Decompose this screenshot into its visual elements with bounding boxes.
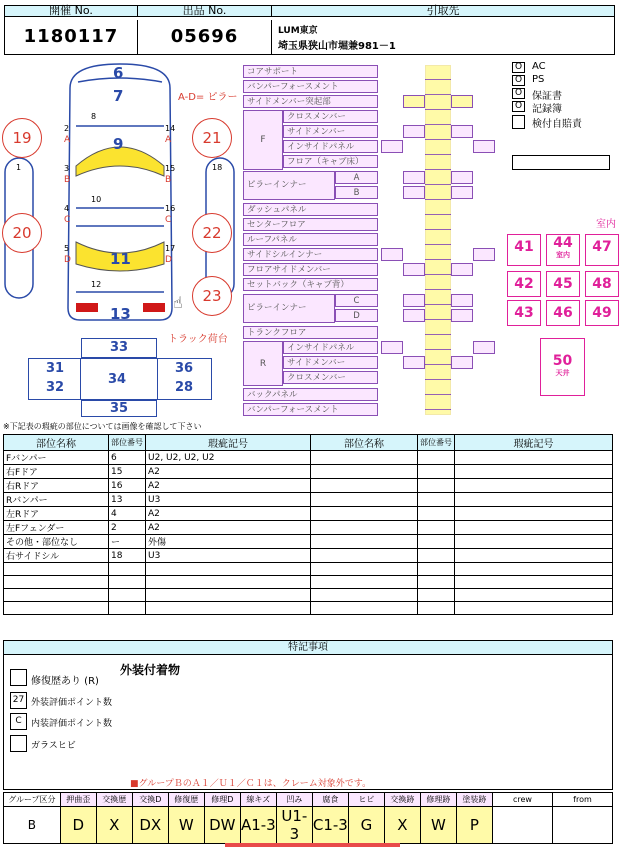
ext-score-box: 27: [10, 692, 27, 709]
group-b-note: ■グループＢのＡ１／Ｕ１／Ｃ１は、クレーム対象外です。: [130, 779, 372, 789]
table-cell: [455, 465, 613, 479]
pnk-cd-2: [451, 294, 473, 307]
circle-22: 22: [192, 213, 232, 253]
table-cell: [109, 576, 146, 589]
pnk-f-2: [451, 125, 473, 138]
red-underline: [225, 843, 400, 847]
check-ps-label: PS: [532, 74, 545, 85]
part-side-sill-inner: サイドシルインナー: [243, 248, 378, 261]
table-cell: 13: [109, 493, 146, 507]
int-46: 46: [546, 300, 580, 326]
int-score-box: C: [10, 713, 27, 730]
repair-label: 修復歴あり (R): [31, 676, 99, 687]
legend-value: [492, 807, 552, 844]
num-5: 5: [64, 244, 70, 253]
legend-value: P: [456, 807, 492, 844]
table-cell: 右Rドア: [4, 479, 109, 493]
num-14: 14: [165, 124, 176, 133]
part-roof-panel: ルーフパネル: [243, 233, 378, 246]
special-box: [3, 640, 613, 790]
col-part-no-2: 部位番号: [418, 435, 455, 451]
table-cell: [311, 451, 418, 465]
part-dash-panel: ダッシュパネル: [243, 203, 378, 216]
legend-value: X: [96, 807, 132, 844]
num-1: 1: [16, 163, 22, 172]
int-44-sub: 室内: [556, 251, 570, 259]
table-cell: [146, 576, 311, 589]
table-cell: [311, 507, 418, 521]
circle-23: 23: [192, 276, 232, 316]
check-ps[interactable]: O: [512, 75, 525, 86]
table-cell: A2: [146, 465, 311, 479]
table-cell: 右Fドア: [4, 465, 109, 479]
auction-no-label: 開催 No.: [5, 5, 138, 17]
table-cell: 15: [109, 465, 146, 479]
glass-label: ガラスヒビ: [31, 741, 76, 751]
part-f-floor-cab: フロア（キャブ床）: [283, 155, 378, 168]
int-50-sub: 天井: [555, 369, 570, 377]
table-cell: [418, 465, 455, 479]
legend-header: from: [552, 793, 612, 807]
circle-20: 20: [2, 213, 42, 253]
col-defect-2: 瑕疵記号: [455, 435, 613, 451]
table-cell: [455, 521, 613, 535]
pnk-ab-3: [403, 186, 425, 199]
pillar-legend: A-D= ピラー: [178, 92, 238, 103]
damage-note: ※下記表の瑕疵の部位については画像を確認して下さい: [3, 422, 202, 431]
part-f-side-member: サイドメンバー: [283, 125, 378, 138]
table-cell: [418, 493, 455, 507]
pnk-sill-2: [473, 248, 495, 261]
table-cell: [418, 521, 455, 535]
table-cell: [146, 589, 311, 602]
legend-header: 交換D: [132, 793, 168, 807]
num-9: 9: [113, 135, 124, 153]
table-cell: [418, 549, 455, 563]
num-7: 7: [113, 87, 124, 105]
part-r-cross-member: クロスメンバー: [283, 371, 378, 384]
table-cell: [455, 479, 613, 493]
part-setback: セットバック（キャブ背）: [243, 278, 378, 291]
pnk-sill-1: [381, 248, 403, 261]
num-15: 15: [165, 164, 176, 173]
truck-33: 33: [81, 338, 157, 358]
legend-header: 押曲歪: [60, 793, 96, 807]
pnk-f-1: [403, 125, 425, 138]
table-cell: 右サイドシル: [4, 549, 109, 563]
legend-value: B: [4, 807, 61, 844]
circle-21: 21: [192, 118, 232, 158]
part-bumper-reinforce-f: バンパーフォースメント: [243, 80, 378, 93]
rear-right-lamp: [143, 303, 165, 312]
truck-bed-label: トラック荷台: [168, 334, 228, 345]
table-cell: 4: [109, 507, 146, 521]
table-cell: [455, 535, 613, 549]
table-cell: [455, 576, 613, 589]
int-score-label: 内装評価ポイント数: [31, 719, 113, 729]
truck-32: 32: [46, 380, 65, 395]
part-center-floor: センターフロア: [243, 218, 378, 231]
special-title: 特記事項: [3, 640, 613, 655]
legend-value: DW: [204, 807, 240, 844]
legend-value: DX: [132, 807, 168, 844]
num-13: 13: [110, 305, 131, 323]
num-18: 18: [212, 163, 223, 172]
num-10: 10: [91, 195, 102, 204]
yel-right-3: [451, 95, 473, 108]
table-cell: [455, 602, 613, 615]
table-row: [4, 549, 613, 563]
hand-pointer-icon: ☝: [173, 293, 183, 312]
table-cell: ー: [109, 535, 146, 549]
col-part-no: 部位番号: [109, 435, 146, 451]
table-cell: 外傷: [146, 535, 311, 549]
int-42: 42: [507, 271, 541, 297]
check-records[interactable]: O: [512, 101, 525, 112]
part-bumper-reinforce-r: バンパーフォースメント: [243, 403, 378, 416]
num-11: 11: [110, 250, 131, 268]
pnk-cd-4: [451, 309, 473, 322]
pnk-r-1: [381, 341, 403, 354]
legend-header: 修復歴: [168, 793, 204, 807]
legend-header: 腐食: [312, 793, 348, 807]
table-cell: [109, 602, 146, 615]
pnk-r-4: [451, 356, 473, 369]
table-cell: [418, 479, 455, 493]
table-cell: [311, 589, 418, 602]
legend-table: [3, 792, 613, 844]
num-8: 8: [91, 112, 97, 121]
table-cell: [4, 576, 109, 589]
circle-19: 19: [2, 118, 42, 158]
table-cell: [4, 602, 109, 615]
body-col-divider: [425, 65, 451, 415]
col-part-name-2: 部位名称: [311, 435, 418, 451]
table-cell: [455, 451, 613, 465]
pillar-inner-ab: ピラーインナー: [243, 171, 335, 200]
repair-checkbox[interactable]: [10, 669, 27, 686]
part-floor-side-member: フロアサイドメンバー: [243, 263, 378, 276]
table-cell: [455, 589, 613, 602]
table-cell: [418, 535, 455, 549]
table-cell: [418, 576, 455, 589]
table-cell: A2: [146, 521, 311, 535]
table-cell: 左Fフェンダー: [4, 521, 109, 535]
part-pillar-d: D: [335, 309, 378, 322]
glass-checkbox[interactable]: [10, 735, 27, 752]
lot-no-label: 出品 No.: [138, 5, 272, 17]
legend-header: 線キズ: [240, 793, 276, 807]
table-cell: 2: [109, 521, 146, 535]
group-f: F: [243, 110, 283, 170]
pillar-c-left: C: [64, 215, 71, 225]
table-cell: [418, 602, 455, 615]
legend-header: 凹み: [276, 793, 312, 807]
pnk-ab-4: [451, 186, 473, 199]
auction-no-value: 1180117: [5, 20, 138, 54]
table-cell: [311, 535, 418, 549]
legend-value: U1-3: [276, 807, 312, 844]
check-inspection-label: 検付自賠責: [532, 119, 582, 130]
legend-header: 交換跡: [384, 793, 420, 807]
checklist: [512, 62, 622, 142]
table-cell: [311, 563, 418, 576]
num-16: 16: [165, 204, 176, 213]
truck-36: 36: [175, 361, 194, 376]
truck-34: 34: [108, 372, 127, 387]
table-row: [4, 507, 613, 521]
table-row: [4, 589, 613, 602]
legend-header: グループ区分: [4, 793, 61, 807]
table-cell: [418, 589, 455, 602]
table-cell: [311, 493, 418, 507]
int-50: [540, 338, 585, 396]
check-ac-label: AC: [532, 61, 546, 72]
legend-header: 交換歴: [96, 793, 132, 807]
legend-header: 修理跡: [420, 793, 456, 807]
table-cell: [418, 451, 455, 465]
pillar-a-left: A: [64, 135, 71, 145]
pickup-address: 埼玉県狭山市堀兼981－1: [278, 41, 396, 52]
part-f-inside-panel: インサイドパネル: [283, 140, 378, 153]
table-cell: Fバンパー: [4, 451, 109, 465]
part-side-member-protrusion: サイドメンバー突起部: [243, 95, 378, 108]
pillar-c-right: C: [165, 215, 172, 225]
num-2: 2: [64, 124, 70, 133]
legend-value: G: [348, 807, 384, 844]
num-3: 3: [64, 164, 70, 173]
pnk-ab-2: [451, 171, 473, 184]
table-cell: A2: [146, 479, 311, 493]
check-ac[interactable]: O: [512, 62, 525, 73]
table-cell: U3: [146, 493, 311, 507]
legend-value: A1-3: [240, 807, 276, 844]
interior-label: 室内: [596, 219, 616, 230]
check-warranty-label: 保証書: [532, 91, 562, 102]
check-records-label: 記録簿: [532, 104, 562, 115]
legend-value: C1-3: [312, 807, 348, 844]
table-row: [4, 465, 613, 479]
num-4: 4: [64, 204, 70, 213]
int-48: 48: [585, 271, 619, 297]
table-cell: Rバンパー: [4, 493, 109, 507]
lot-no-value: 05696: [138, 20, 272, 54]
pnk-f-3: [381, 140, 403, 153]
int-44-num: 44: [553, 235, 573, 251]
int-47: 47: [585, 234, 619, 266]
truck-28: 28: [175, 380, 194, 395]
exterior-items: 外装付着物: [120, 663, 181, 677]
group-r: R: [243, 341, 283, 386]
pillar-d-right: D: [165, 255, 172, 265]
pillar-inner-cd: ピラーインナー: [243, 294, 335, 323]
num-6: 6: [113, 64, 124, 82]
part-pillar-b: B: [335, 186, 378, 199]
table-cell: [4, 589, 109, 602]
legend-header: 修理D: [204, 793, 240, 807]
table-cell: 18: [109, 549, 146, 563]
pickup-name: LUM東京: [278, 26, 318, 36]
table-row: [4, 479, 613, 493]
legend-value: W: [420, 807, 456, 844]
table-cell: [109, 563, 146, 576]
table-cell: 16: [109, 479, 146, 493]
table-row: [4, 602, 613, 615]
part-r-inside-panel: インサイドパネル: [283, 341, 378, 354]
table-cell: [311, 576, 418, 589]
pnk-r-2: [473, 341, 495, 354]
part-back-panel: バックパネル: [243, 388, 378, 401]
legend-header: ヒビ: [348, 793, 384, 807]
truck-31: 31: [46, 361, 65, 376]
table-cell: 6: [109, 451, 146, 465]
check-warranty[interactable]: O: [512, 88, 525, 99]
pnk-r-3: [403, 356, 425, 369]
num-17: 17: [165, 244, 176, 253]
pnk-sill-4: [451, 263, 473, 276]
table-row: [4, 493, 613, 507]
pillar-b-left: B: [64, 175, 71, 185]
table-cell: A2: [146, 507, 311, 521]
part-r-side-member: サイドメンバー: [283, 356, 378, 369]
yel-left-3: [403, 95, 425, 108]
check-inspection[interactable]: [512, 115, 525, 129]
legend-value: W: [168, 807, 204, 844]
truck-35: 35: [81, 400, 157, 417]
pnk-f-4: [473, 140, 495, 153]
blank-field: [512, 155, 610, 170]
legend-value: D: [60, 807, 96, 844]
int-50-num: 50: [552, 353, 573, 369]
pillar-b-right: B: [165, 175, 172, 185]
table-cell: [455, 549, 613, 563]
part-trunk-floor: トランクフロア: [243, 326, 378, 339]
part-core-support: コアサポート: [243, 65, 378, 78]
legend-header: crew: [492, 793, 552, 807]
pnk-sill-3: [403, 263, 425, 276]
table-cell: [311, 521, 418, 535]
legend-value: X: [384, 807, 420, 844]
table-cell: U3: [146, 549, 311, 563]
int-44: [546, 234, 580, 266]
pnk-ab-1: [403, 171, 425, 184]
table-cell: [311, 479, 418, 493]
table-cell: U2, U2, U2, U2: [146, 451, 311, 465]
table-row: [4, 576, 613, 589]
int-49: 49: [585, 300, 619, 326]
table-cell: [455, 507, 613, 521]
table-cell: [146, 602, 311, 615]
table-cell: [311, 549, 418, 563]
pnk-cd-1: [403, 294, 425, 307]
legend-header: 塗装跡: [456, 793, 492, 807]
table-cell: 左Rドア: [4, 507, 109, 521]
int-43: 43: [507, 300, 541, 326]
pickup-label: 引取先: [426, 4, 460, 17]
table-cell: [418, 507, 455, 521]
col-defect: 瑕疵記号: [146, 435, 311, 451]
table-cell: [109, 589, 146, 602]
pillar-a-right: A: [165, 135, 172, 145]
table-cell: [455, 563, 613, 576]
table-row: [4, 521, 613, 535]
table-row: [4, 563, 613, 576]
legend-value: [552, 807, 612, 844]
table-cell: [455, 493, 613, 507]
ext-score-label: 外装評価ポイント数: [31, 698, 113, 708]
part-f-cross-member: クロスメンバー: [283, 110, 378, 123]
part-pillar-a: A: [335, 171, 378, 184]
table-cell: [311, 465, 418, 479]
table-cell: [4, 563, 109, 576]
table-cell: [311, 602, 418, 615]
pillar-d-left: D: [64, 255, 71, 265]
table-row: [4, 451, 613, 465]
table-row: [4, 535, 613, 549]
pnk-cd-3: [403, 309, 425, 322]
table-cell: [418, 563, 455, 576]
damage-table: [3, 434, 613, 615]
col-part-name: 部位名称: [4, 435, 109, 451]
rear-left-lamp: [76, 303, 98, 312]
int-41: 41: [507, 234, 541, 266]
table-cell: [146, 563, 311, 576]
int-45: 45: [546, 271, 580, 297]
part-pillar-c: C: [335, 294, 378, 307]
num-12: 12: [91, 280, 102, 289]
table-cell: その他・部位なし: [4, 535, 109, 549]
